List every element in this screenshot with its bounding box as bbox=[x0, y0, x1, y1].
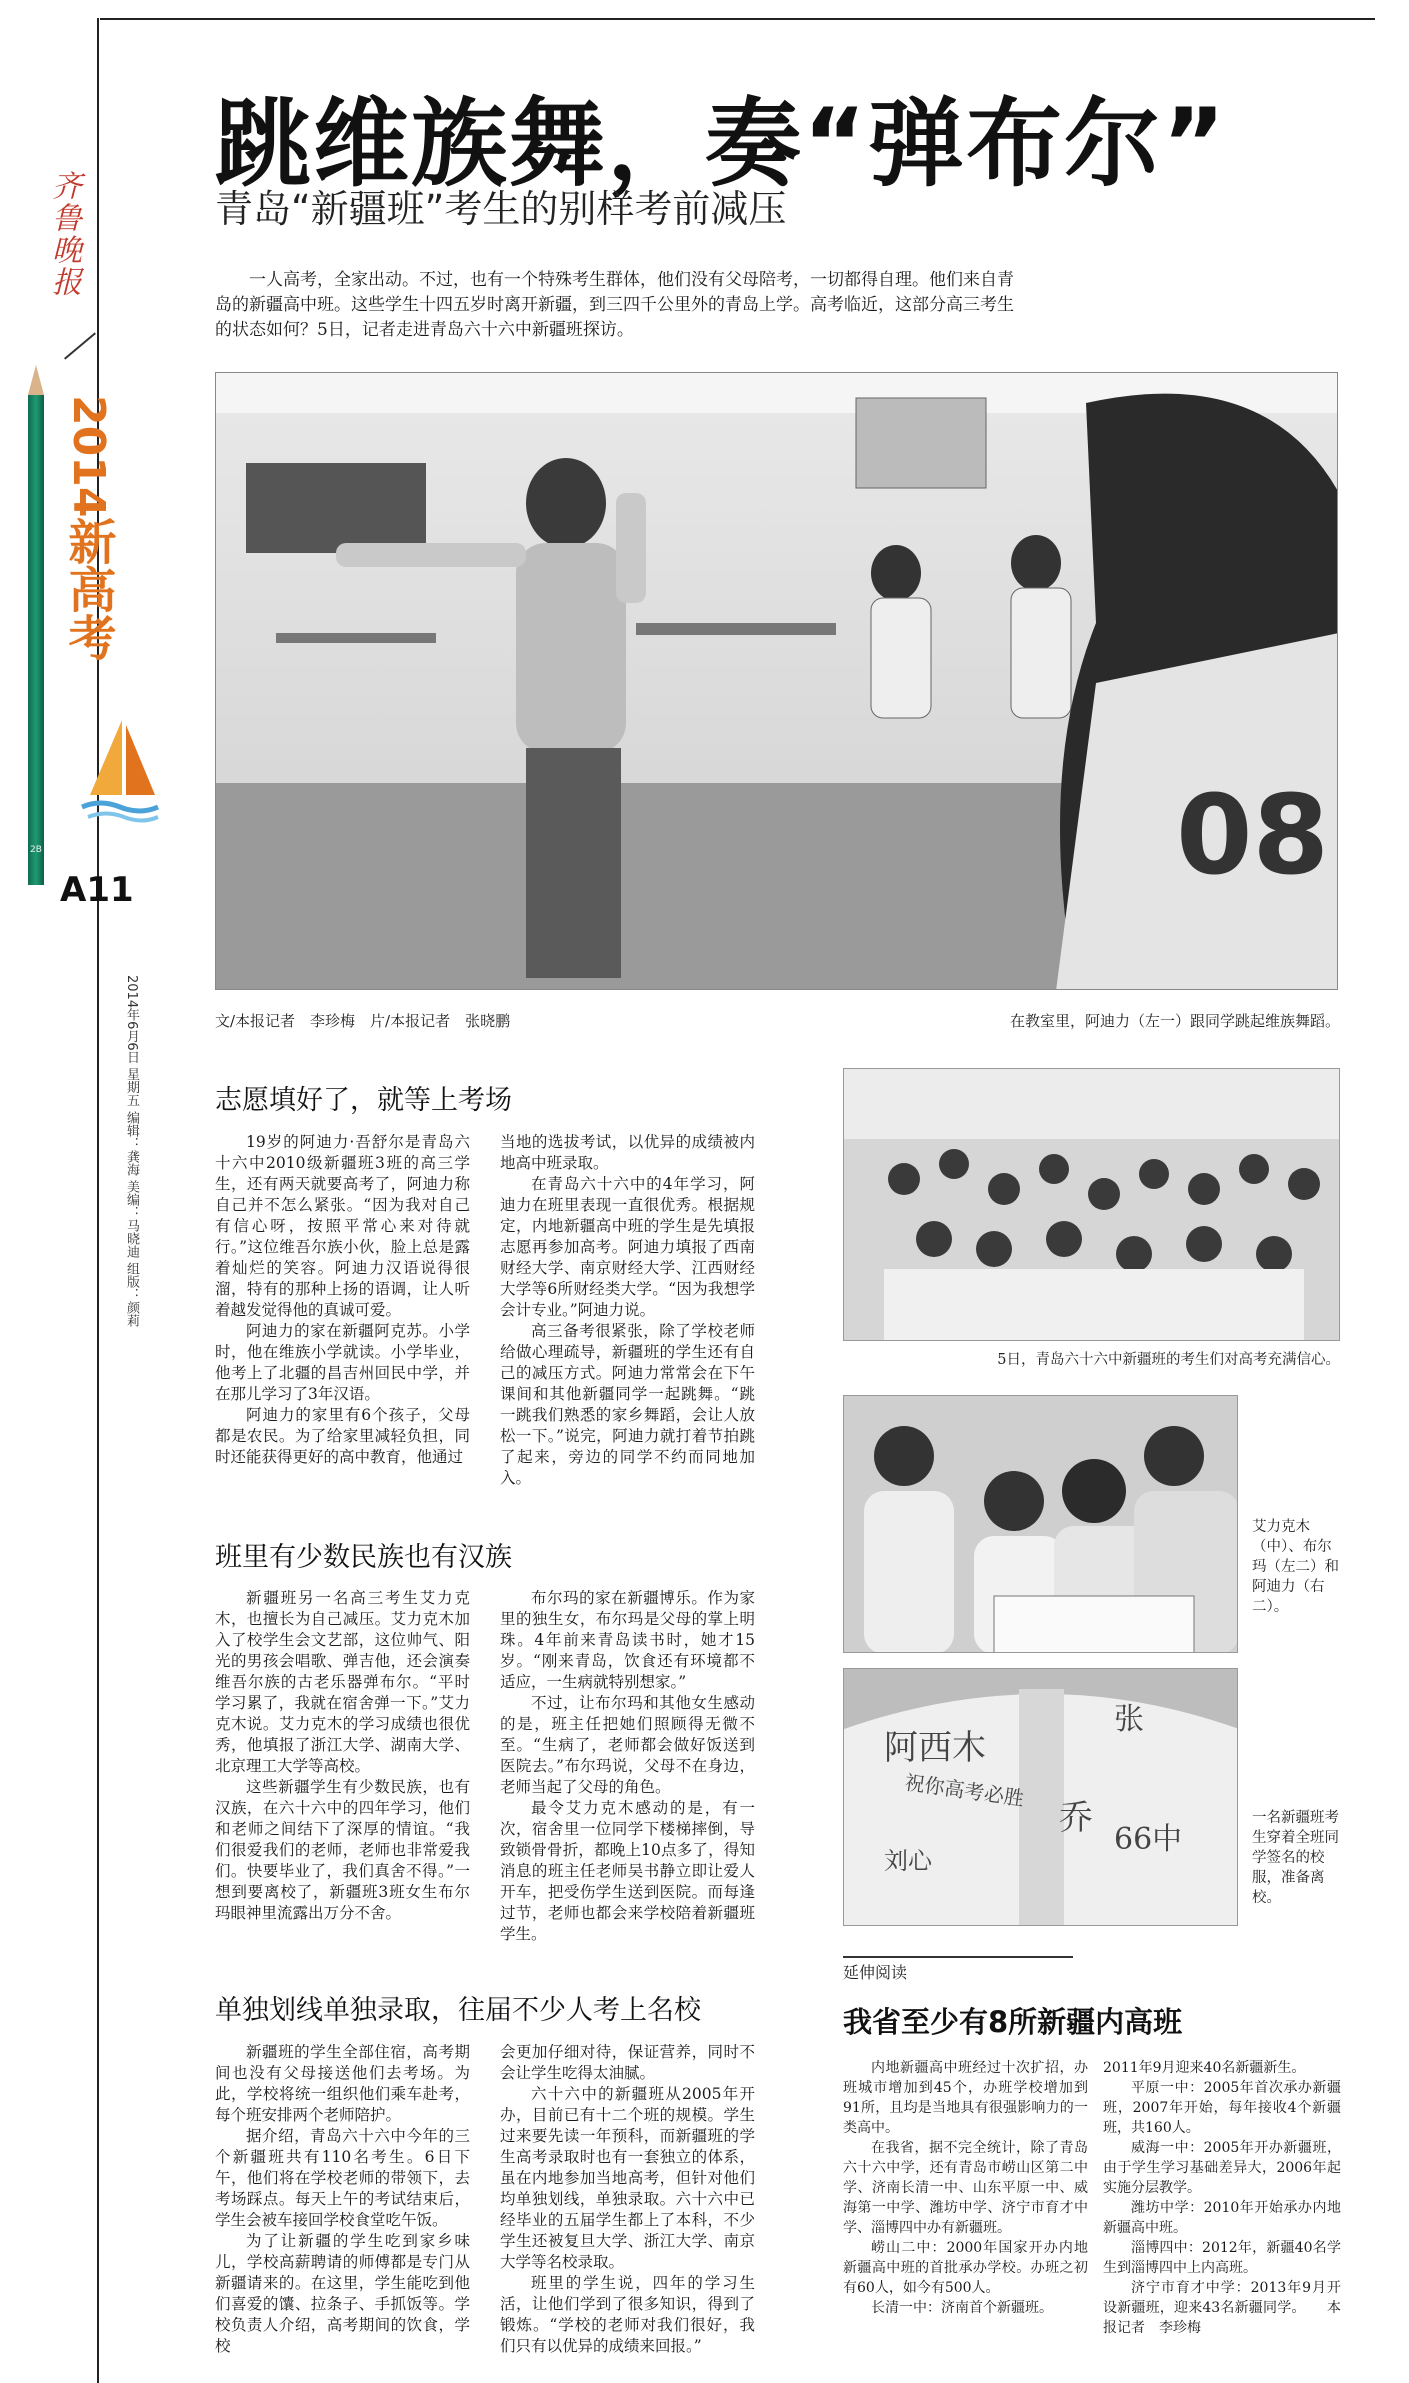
paragraph: 长清一中：济南首个新疆班。 bbox=[871, 2300, 1053, 2316]
extension-col-2 bbox=[1103, 2058, 1341, 2338]
paragraph: 阿迪力的家在新疆阿克苏。小学时，他在维族小学就读。小学毕业，他考上了北疆的昌吉州回民中学，并在那儿学习了3年汉语。 bbox=[215, 1322, 470, 1403]
sailboat-icon bbox=[80, 715, 160, 825]
section-3-col-2 bbox=[500, 2042, 755, 2357]
paragraph: 布尔玛的家在新疆博乐。作为家里的独生女，布尔玛是父母的掌上明珠。4年前来青岛读书时，她才15岁。“刚来青岛，饮食还有环境都不适应，一生病就特别想家。” bbox=[500, 1589, 755, 1691]
three-students-caption: 艾力克木（中）、布尔玛（左二）和阿迪力（右二）。 bbox=[1252, 1519, 1339, 1615]
paragraph: 崂山二中：2000年国家开办内地新疆高中班的首批承办学校。办班之初有60人，如今有500人。 bbox=[843, 2240, 1088, 2296]
group-photo bbox=[843, 1068, 1340, 1341]
signature: 乔 bbox=[1059, 1798, 1093, 1838]
headline: 跳维族舞，奏“弹布尔” bbox=[215, 88, 1228, 200]
paragraph: 阿迪力的家里有6个孩子，父母都是农民。为了给家里减轻负担，同时还能获得更好的高中教育，他通过 bbox=[215, 1406, 470, 1466]
pencil-label: 2B bbox=[30, 845, 42, 855]
page-number: A11 bbox=[60, 870, 134, 910]
paragraph: 平原一中：2005年首次承办新疆班，2007年开始，每年接收4个新疆班，共160人。 bbox=[1103, 2080, 1341, 2136]
paragraph: 在我省，据不完全统计，除了青岛六十六中学，还有青岛市崂山区第二中学、济南长清一中、山东平原一中、威海第一中学、潍坊中学、济宁市育才中学、淄博四中办有新疆班。 bbox=[843, 2140, 1088, 2236]
paragraph: 新疆班另一名高三考生艾力克木，也擅长为自己减压。艾力克木加入了校学生会文艺部，这位帅气、阳光的男孩会唱歌、弹吉他，还会演奏维吾尔族的古老乐器弹布尔。“平时学习累了，我就在宿舍弹一下。”艾力克木说。艾力克木的学习成绩也很优秀，他填报了浙江大学、湖南大学、北京理工大学等高校。 bbox=[215, 1589, 470, 1775]
section-2-col-1 bbox=[215, 1588, 470, 1924]
badge-title: 新高考 bbox=[60, 517, 116, 662]
paragraph: 六十六中的新疆班从2005年开办，目前已有十二个班的规模。学生过来要先读一年预科，而新疆班的学生高考录取时也有一套独立的体系，虽在内地参加当地高考，但针对他们均单独划线，单独录取。六十六中已经毕业的五届学生都上了本科，不少学生还被复旦大学、浙江大学、南京大学等名校录取。 bbox=[500, 2085, 755, 2271]
paragraph: 最令艾力克木感动的是，有一次，宿舍里一位同学下楼梯摔倒，导致锁骨骨折，都晚上10点多了，得知消息的班主任老师吴书静立即让爱人开车，把受伤学生送到医院。而每逢过节，老师也都会来学校陪着新疆班学生。 bbox=[500, 1799, 755, 1943]
signature: 阿西木 bbox=[884, 1728, 986, 1768]
extension-col-1 bbox=[843, 2058, 1088, 2318]
paragraph: 新疆班的学生全部住宿，高考期间也没有父母接送他们去考场。为此，学校将统一组织他们乘车赴考，每个班安排两个老师陪护。 bbox=[215, 2043, 470, 2124]
section-badge bbox=[58, 395, 118, 661]
signature: 祝你高考必胜 bbox=[903, 1770, 1026, 1811]
lead-paragraph: 一人高考，全家出动。不过，也有一个特殊考生群体，他们没有父母陪考，一切都得自理。他们来自青岛的新疆高中班。这些学生十四五岁时离开新疆，到三四千公里外的青岛上学。高考临近，这部分高三考生的状态如何？5日，记者走进青岛六十六中新疆班探访。 bbox=[215, 270, 1014, 340]
extension-heading: 我省至少有8所新疆内高班 bbox=[843, 2005, 1183, 2039]
section-1-col-2 bbox=[500, 1132, 755, 1489]
paragraph: 班里的学生说，四年的学习生活，让他们学到了很多知识，得到了锻炼。“学校的老师对我们很好，我们只有以优异的成绩来回报。” bbox=[500, 2274, 755, 2355]
top-rule bbox=[100, 18, 1375, 20]
paragraph: 据介绍，青岛六十六中今年的三个新疆班共有110名考生。6日下午，他们将在学校老师的带领下，去考场踩点。每天上午的考试结束后，学生会被车接回学校食堂吃午饭。 bbox=[215, 2127, 470, 2229]
signature: 刘心 bbox=[884, 1847, 932, 1875]
signature: 66中 bbox=[1114, 1822, 1183, 1857]
main-photo-caption: 在教室里，阿迪力（左一）跟同学跳起维族舞蹈。 bbox=[1009, 1012, 1340, 1030]
signed-uniform-caption: 一名新疆班考生穿着全班同学签名的校服，准备离校。 bbox=[1252, 1810, 1339, 1906]
paragraph: 淄博四中：2012年，新疆40名学生到淄博四中上内高班。 bbox=[1103, 2240, 1341, 2276]
paragraph: 潍坊中学：2010年开始承办内地新疆高中班。 bbox=[1103, 2200, 1341, 2236]
section-heading-1: 志愿填好了，就等上考场 bbox=[215, 1085, 512, 1116]
group-photo-caption: 5日，青岛六十六中新疆班的考生们对高考充满信心。 bbox=[997, 1352, 1340, 1368]
section-3-col-1 bbox=[215, 2042, 470, 2357]
main-photo bbox=[215, 372, 1338, 990]
jersey-number: 08 bbox=[1176, 771, 1330, 899]
paragraph: 当地的选拔考试，以优异的成绩被内地高中班录取。 bbox=[500, 1133, 755, 1172]
edit-meta: 2014年6月6日 星期五 编辑：龚海 美编：马晓迪 组版：颜莉 bbox=[124, 975, 139, 1328]
paragraph: 19岁的阿迪力·吾舒尔是青岛六十六中2010级新疆班3班的高三学生，还有两天就要高考了，阿迪力称自己并不怎么紧张。“因为我对自己有信心呀，按照平常心来对待就行。”这位维吾尔族小伙，脸上总是露着灿烂的笑容。阿迪力汉语说得很溜，特有的那种上扬的语调，让人听着越发觉得他的真诚可爱。 bbox=[215, 1133, 470, 1319]
paragraph: 不过，让布尔玛和其他女生感动的是，班主任把她们照顾得无微不至。“生病了，老师都会做好饭送到医院去。”布尔玛说，父母不在身边，老师当起了父母的角色。 bbox=[500, 1694, 755, 1796]
paragraph: 这些新疆学生有少数民族，也有汉族，在六十六中的四年学习，他们和老师之间结下了深厚的情谊。“我们很爱我们的老师，老师也非常爱我们。快要毕业了，我们真舍不得。”一想到要离校了，新疆班3班女生布尔玛眼神里流露出万分不舍。 bbox=[215, 1778, 470, 1922]
byline: 文/本报记者 李珍梅 片/本报记者 张晓鹏 bbox=[215, 1012, 511, 1030]
section-heading-2: 班里有少数民族也有汉族 bbox=[215, 1542, 512, 1573]
paragraph: 高三备考很紧张，除了学校老师给做心理疏导，新疆班的学生还有自己的减压方式。阿迪力常常会在下午课间和其他新疆同学一起跳舞。“跳一跳我们熟悉的家乡舞蹈，会让人放松一下。”说完，阿迪力就打着节拍跳了起来，旁边的同学不约而同地加入。 bbox=[500, 1322, 755, 1487]
divider bbox=[64, 332, 96, 359]
signature: 张 bbox=[1114, 1702, 1144, 1737]
paragraph: 会更加仔细对待，保证营养，同时不会让学生吃得太油腻。 bbox=[500, 2043, 755, 2082]
three-students-photo bbox=[843, 1395, 1238, 1653]
extension-rule bbox=[843, 1956, 1073, 1958]
masthead-logo: 齐鲁晚报 bbox=[46, 170, 81, 298]
paragraph: 为了让新疆的学生吃到家乡味儿，学校高薪聘请的师傅都是专门从新疆请来的。在这里，学生能吃到他们喜爱的馕、拉条子、手抓饭等。学校负责人介绍，高考期间的饮食，学校 bbox=[215, 2232, 470, 2355]
paragraph: 威海一中：2005年开办新疆班，由于学生学习基础差异大，2006年起实施分层教学。 bbox=[1103, 2140, 1341, 2196]
extension-label: 延伸阅读 bbox=[843, 1963, 908, 1982]
section-1-col-1 bbox=[215, 1132, 470, 1468]
subheadline: 青岛“新疆班”考生的别样考前减压 bbox=[215, 187, 787, 231]
paragraph: 在青岛六十六中的4年学习，阿迪力在班里表现一直很优秀。根据规定，内地新疆高中班的学生是先填报志愿再参加高考。阿迪力填报了西南财经大学、南京财经大学、江西财经大学等6所财经类大学。“因为我想学会计专业。”阿迪力说。 bbox=[500, 1175, 755, 1319]
section-heading-3: 单独划线单独录取，往届不少人考上名校 bbox=[215, 1995, 701, 2026]
paragraph: 2011年9月迎来40名新疆新生。 bbox=[1103, 2060, 1306, 2076]
pencil-icon bbox=[26, 365, 46, 905]
section-2-col-2 bbox=[500, 1588, 755, 1945]
paragraph: 内地新疆高中班经过十次扩招，办班城市增加到45个，办班学校增加到91所，且均是当地具有很强影响力的一类高中。 bbox=[843, 2060, 1088, 2136]
badge-year: 2014 bbox=[63, 395, 114, 518]
signed-uniform-photo bbox=[843, 1668, 1238, 1926]
paragraph: 济宁市育才中学：2013年9月开设新疆班，迎来43名新疆同学。 本报记者 李珍梅 bbox=[1103, 2280, 1341, 2336]
